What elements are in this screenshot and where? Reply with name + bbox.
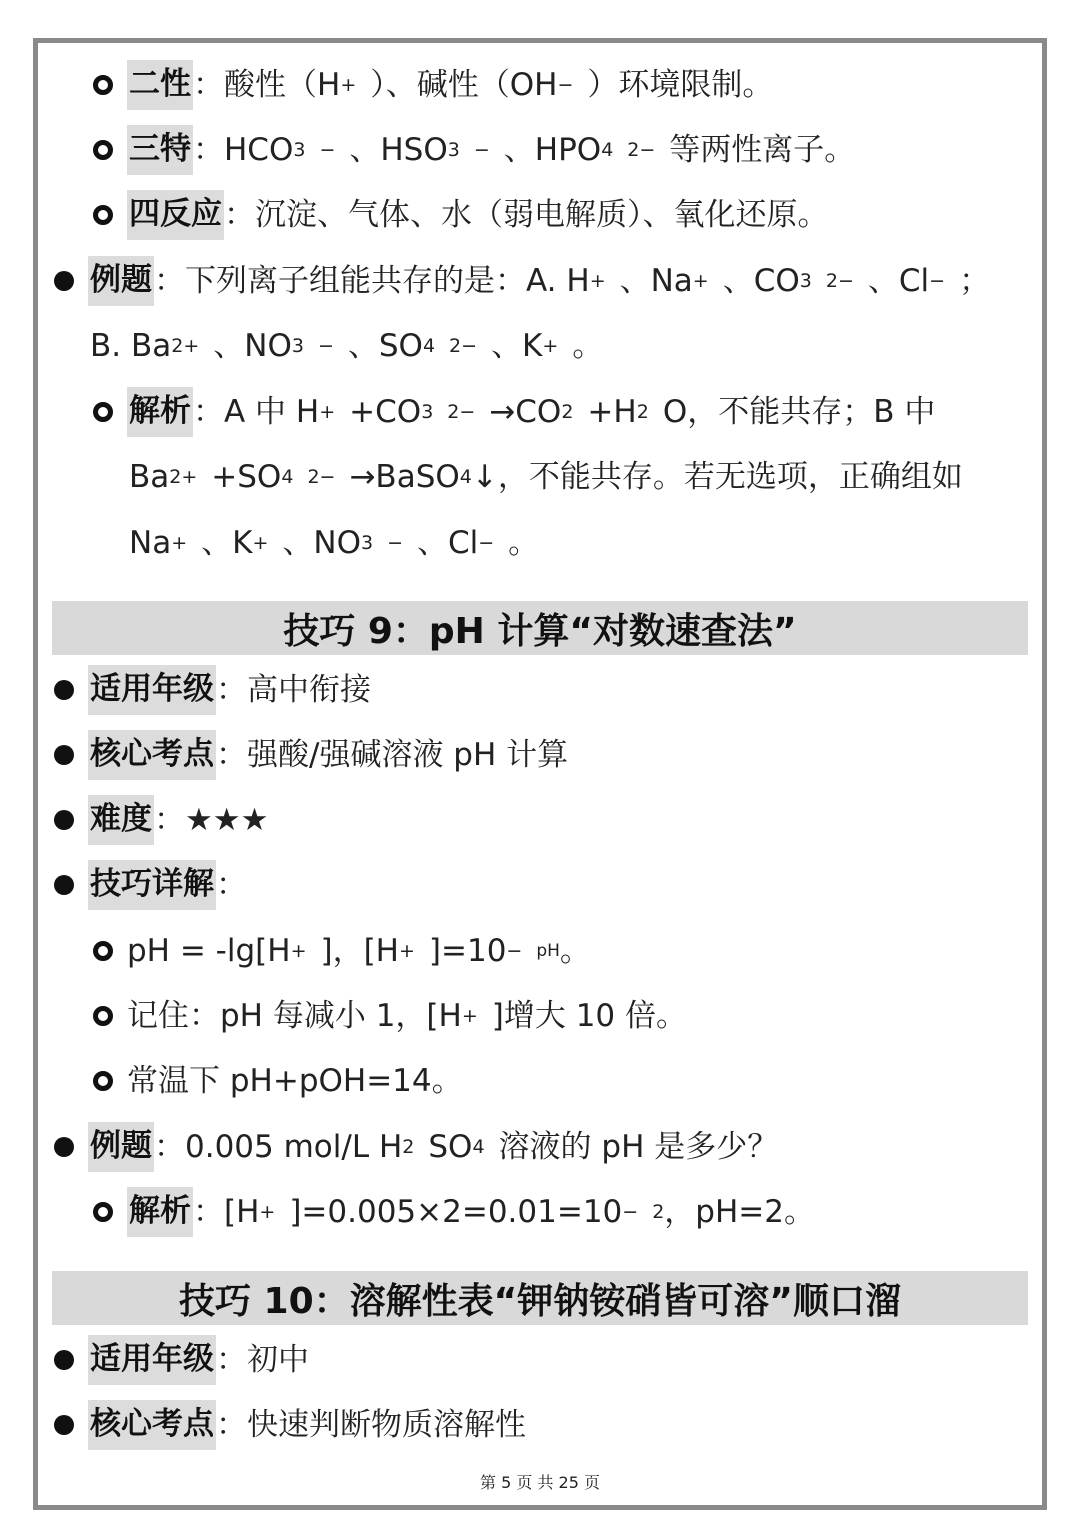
list-item: 二性 ：酸性（H + ）、碱性（OH − ）环境限制。 xyxy=(0,57,1080,113)
hollow-bullet-icon xyxy=(93,205,113,225)
text-run: 、NO xyxy=(282,524,361,561)
list-item xyxy=(0,1397,1080,1453)
text-run: Na xyxy=(129,524,172,561)
hollow-bullet-icon xyxy=(93,402,113,422)
section-heading: 技巧 10：溶解性表“钾钠铵硝皆可溶”顺口溜 xyxy=(52,1271,1028,1325)
text-run: 、SO xyxy=(347,327,423,364)
text-run: pH = -lg[H xyxy=(127,932,291,969)
list-item: 三特 ：HCO 3 − 、HSO 3 − 、HPO 4 2− 等两性离子。 xyxy=(0,122,1080,178)
hollow-bullet-icon xyxy=(93,1202,113,1222)
text-run: 、NO xyxy=(213,327,292,364)
filled-bullet-icon xyxy=(54,1415,74,1435)
list-item xyxy=(0,1332,1080,1388)
text-run: 、K xyxy=(491,327,543,364)
keyword: 适用年级 xyxy=(88,1335,216,1384)
text-run: ：下列离子组能共存的是：A. H xyxy=(154,262,590,299)
text-run: ）、碱性（OH xyxy=(370,66,558,103)
keyword: 核心考点 xyxy=(88,730,216,779)
text-run: 记住：pH 每减小 1，[H xyxy=(127,997,462,1034)
text-run: B. Ba xyxy=(90,327,172,364)
text-run: ，pH=2。 xyxy=(664,1193,815,1230)
text-run: ：[H xyxy=(193,1193,260,1230)
text-run: ↓，不能共存。若无选项，正确组如 xyxy=(471,458,963,495)
text-run: 、K xyxy=(201,524,253,561)
text-run: 常温下 pH+pOH=14。 xyxy=(127,1062,463,1099)
hollow-bullet-icon xyxy=(93,75,113,95)
text-run: ：快速判断物质溶解性 xyxy=(216,1406,526,1443)
list-item xyxy=(0,662,1080,718)
list-item-continued: Na + 、K + 、NO 3 − 、Cl − 。 xyxy=(129,524,540,561)
list-item xyxy=(0,727,1080,783)
filled-bullet-icon xyxy=(54,680,74,700)
hollow-bullet-icon xyxy=(93,1071,113,1091)
text-run: 、CO xyxy=(722,262,800,299)
list-item: 记住：pH 每减小 1，[H + ]增大 10 倍。 xyxy=(0,988,1080,1044)
list-item: pH = -lg[H + ]，[H + ]=10 − pH 。 xyxy=(0,923,1080,979)
list-item: 解析 ：[H + ]=0.005×2=0.01=10 − 2 ，pH=2。 xyxy=(0,1184,1080,1240)
text-run: 、HPO xyxy=(503,131,602,168)
list-item xyxy=(0,792,1080,848)
text-run: 、Cl xyxy=(867,262,930,299)
keyword: 例题 xyxy=(88,256,154,305)
filled-bullet-icon xyxy=(54,1350,74,1370)
text-run: ； xyxy=(959,262,991,299)
list-item xyxy=(0,1053,1080,1109)
text-run: +CO xyxy=(349,393,422,430)
text-run: 溶液的 pH 是多少？ xyxy=(498,1128,779,1165)
text-run: 。 xyxy=(572,327,604,364)
text-run: ：高中衔接 xyxy=(216,671,371,708)
text-run: 。 xyxy=(508,524,540,561)
hollow-bullet-icon xyxy=(93,1006,113,1026)
text-run: +H xyxy=(587,393,637,430)
keyword: 核心考点 xyxy=(88,1400,216,1449)
keyword: 解析 xyxy=(127,1187,193,1236)
text-run: SO xyxy=(428,1128,473,1165)
keyword: 适用年级 xyxy=(88,665,216,714)
page-number: 第 5 页 共 25 页 xyxy=(480,1473,600,1492)
list-item-continued: Ba 2+ +SO 4 2− →BaSO 4 ↓，不能共存。若无选项，正确组如 xyxy=(129,458,963,495)
filled-bullet-icon xyxy=(54,745,74,765)
section-heading: 技巧 9：pH 计算“对数速查法” xyxy=(52,601,1028,655)
text-run: 等两性离子。 xyxy=(669,131,856,168)
hollow-bullet-icon xyxy=(93,941,113,961)
keyword: 三特 xyxy=(127,125,193,174)
filled-bullet-icon xyxy=(54,810,74,830)
keyword: 解析 xyxy=(127,387,193,436)
text-run: ：强酸/强碱溶液 pH 计算 xyxy=(216,736,569,773)
text-run: 、Na xyxy=(619,262,693,299)
text-run: ：沉淀、气体、水（弱电解质）、氧化还原。 xyxy=(224,196,829,233)
text-run: ：0.005 mol/L H xyxy=(154,1128,403,1165)
list-item xyxy=(0,857,1080,913)
list-item-continued: B. Ba 2+ 、NO 3 − 、SO 4 2− 、K + 。 xyxy=(90,327,604,364)
text-run: ：A 中 H xyxy=(193,393,320,430)
text-run: ）环境限制。 xyxy=(587,66,774,103)
text-run: 、Cl xyxy=(416,524,479,561)
keyword: 四反应 xyxy=(127,190,224,239)
text-run: ：酸性（H xyxy=(193,66,341,103)
text-run: →CO xyxy=(489,393,562,430)
list-item xyxy=(0,187,1080,243)
text-run: Ba xyxy=(129,458,170,495)
keyword: 难度 xyxy=(88,795,154,844)
filled-bullet-icon xyxy=(54,1137,74,1157)
keyword: 技巧详解 xyxy=(88,860,216,909)
text-run: O，不能共存；B 中 xyxy=(662,393,936,430)
text-run: ： xyxy=(216,866,247,903)
list-item: 例题 ：下列离子组能共存的是：A. H + 、Na + 、CO 3 2− 、Cl − ； xyxy=(0,253,1080,309)
filled-bullet-icon xyxy=(54,271,74,291)
text-run: 。 xyxy=(559,932,591,969)
text-run: ：初中 xyxy=(216,1341,309,1378)
text-run: →BaSO xyxy=(349,458,460,495)
text-run: ：HCO xyxy=(193,131,294,168)
text-run: ]，[H xyxy=(320,932,399,969)
list-item: 解析 ：A 中 H + +CO 3 2− →CO 2 +H 2 O，不能共存；B 中 xyxy=(0,384,1080,440)
filled-bullet-icon xyxy=(54,875,74,895)
keyword: 例题 xyxy=(88,1122,154,1171)
text-run: ]增大 10 倍。 xyxy=(491,997,687,1034)
keyword: 二性 xyxy=(127,60,193,109)
text-run: ]=0.005×2=0.01=10 xyxy=(289,1193,623,1230)
text-run: ]=10 xyxy=(428,932,507,969)
difficulty-rating: ：★★★ xyxy=(154,801,269,838)
text-run: +SO xyxy=(211,458,282,495)
hollow-bullet-icon xyxy=(93,140,113,160)
text-run: 、HSO xyxy=(349,131,448,168)
list-item: 例题 ：0.005 mol/L H 2 SO 4 溶液的 pH 是多少？ xyxy=(0,1119,1080,1175)
